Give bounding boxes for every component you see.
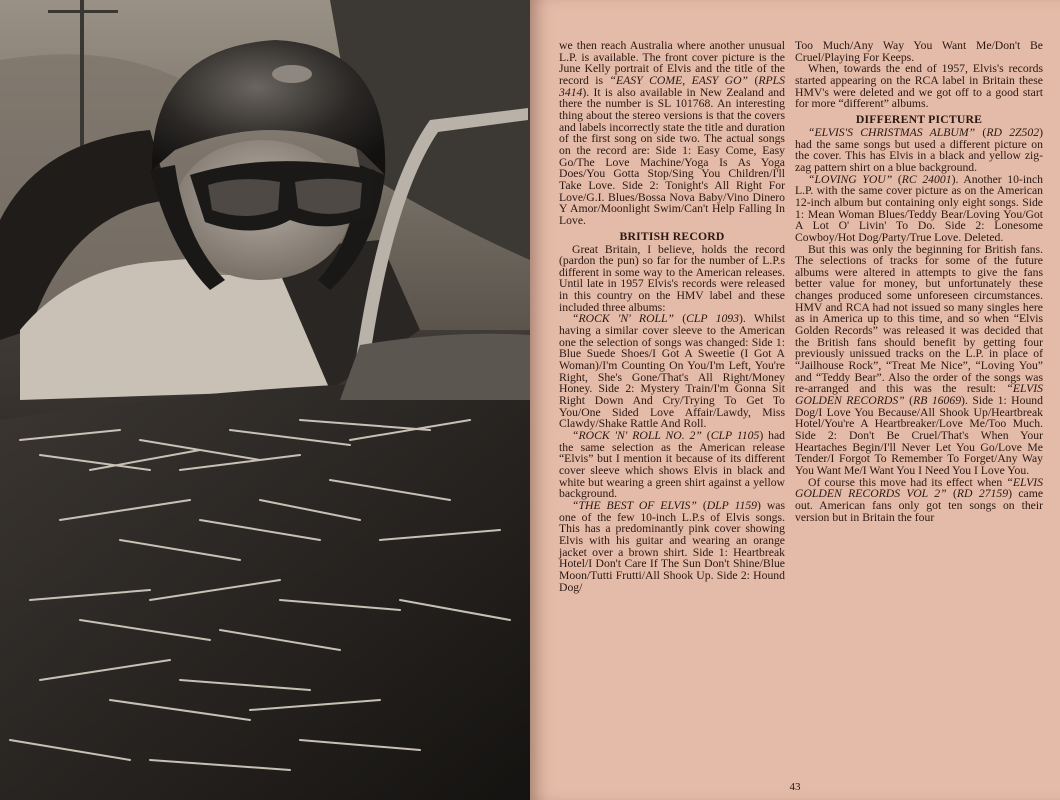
paragraph: “ELVIS'S CHRISTMAS ALBUM” (RD 2Z502) had the same songs but used a different picture on the cover. This has Elvis in a black and yellow zig-zag pattern shirt on a blue background. xyxy=(795,125,1043,174)
paragraph: Great Britain, I believe, holds the record (pardon the pun) so far for the number of L.P.s different in some way to the American releases. Until late in 1957 Elvis's records were released in this country on the HMV label and these included three albums: xyxy=(559,242,785,314)
paragraph: But this was only the beginning for British fans. The selections of tracks for some of the future albums were altered in attempts to give the fans better value for money, but unfortunately these changes produced some unforeseen circumstances. HMV and RCA had not issued so many singles here as in America up to this time, and so when “Elvis Golden Records” was released it was decided that the British fans should benefit by getting four previously unissued tracks on the L.P. in place of “Jailhouse Rock”, “Treat Me Nice”, “Loving You” and “Teddy Bear”. Also the order of the songs was re-arranged and this was the result: “ELVIS GOLDEN RECORDS” (RB 16069). Side 1: Hound Dog/I Love You Because/All Shook Up/Heartbreak Hotel/You're A Heartbreaker/Love Me/Too Much. Side 2: Don't Be Cruel/That's When Your Heartaches Begin/I'll Never Let You Go/Love Me Tender/I Forgot To Remember To Forget/Any Way You Want Me/I Want You I Need You I Love You. xyxy=(795,242,1043,477)
paragraph: “THE BEST OF ELVIS” (DLP 1159) was one of the few 10-inch L.P.s of Elvis songs. This has a predominantly pink cover showing Elvis with his guitar and wearing an orange jacket over a brown shirt. Side 1: Heartbreak Hotel/I Don't Care If The Sun Don't Shine/Blue Moon/Tutti Frutti/All Shook Up. Side 2: Hound Dog/ xyxy=(559,498,785,594)
section-heading: DIFFERENT PICTURE xyxy=(855,112,983,126)
article-column-1 xyxy=(559,40,785,593)
section-heading: BRITISH RECORD xyxy=(619,229,725,243)
paragraph: “ROCK 'N' ROLL” (CLP 1093). Whilst having a similar cover sleeve to the American one the selection of songs was changed: Side 1: Blue Suede Shoes/I Got A Sweetie (I Got A Woman)/I'm Counting On You/I'm Left, You're Right, She's Gone/That's All Right/Money Honey. Side 2: Mystery Train/I'm Gonna Sit Right Down And Cry/Trying To Get To You/One Sided Love Affair/Lawdy, Miss Clawdy/Shake Rattle And Roll. xyxy=(559,312,785,431)
paragraph: “LOVING YOU” (RC 24001). Another 10-inch L.P. with the same cover picture as on the American 12-inch album but containing only eight songs. Side 1: Mean Woman Blues/Teddy Bear/Loving You/Got A Lot O' Livin' To Do. Side 2: Lonesome Cowboy/Hot Dog/Party/True Love. Deleted. xyxy=(795,172,1043,244)
paragraph: Too Much/Any Way You Want Me/Don't Be Cruel/Playing For Keeps. xyxy=(795,39,1043,64)
article-column-2 xyxy=(795,40,1043,523)
article-page xyxy=(530,0,1060,800)
paragraph: When, towards the end of 1957, Elvis's records started appearing on the RCA label in Britain these HMV's were deleted and we got off to a good start for more “different” albums. xyxy=(795,62,1043,111)
paragraph: Of course this move had its effect when “ELVIS GOLDEN RECORDS VOL 2” (RD 27159) came out. American fans only got ten songs on their version but in Britain the four xyxy=(795,475,1044,524)
page-number: 43 xyxy=(789,781,801,793)
paragraph: we then reach Australia where another unusual L.P. is available. The front cover picture is the June Kelly portrait of Elvis and the title of the record is “EASY COME, EASY GO” (RPLS 3414). It is also available in New Zealand and there the number is SL 101768. An interesting thing about the stereo versions is that the covers and labels incorrectly state the title and duration of the first song on side two. The actual songs on the record are: Side 1: Easy Come, Easy Go/The Love Machine/Yoga Is As Yoga Does/You Gotta Stop/Sing You Children/I'll Take Love. Side 2: Tonight's All Right For Love/G.I. Blues/Bossa Nova Baby/Vino Dinero Y Amor/Moonlight Swim/Can't Help Falling In Love. xyxy=(559,39,785,227)
paragraph: “ROCK 'N' ROLL NO. 2” (CLP 1105) had the same selection as the American release “Elvis” but I mention it because of its different cover sleeve which shows Elvis in black and white but wearing a green shirt against a yellow background. xyxy=(559,429,785,501)
